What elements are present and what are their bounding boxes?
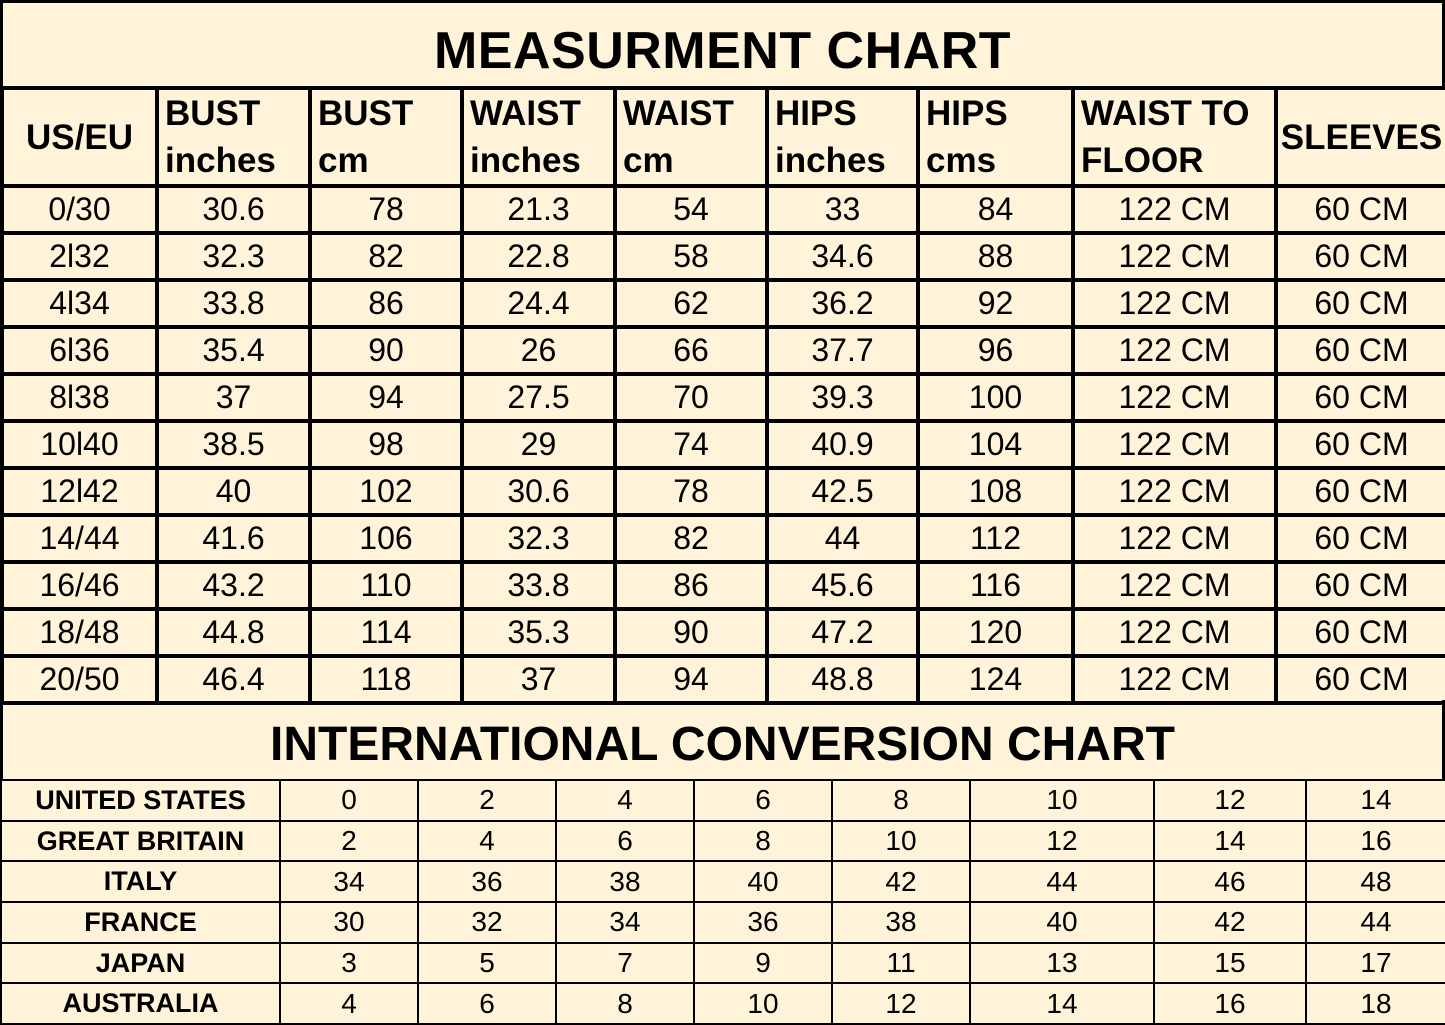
table-cell: 10 (694, 983, 832, 1024)
table-cell: 60 CM (1276, 186, 1445, 233)
table-cell: 27.5 (462, 374, 615, 421)
table-row (1, 902, 1445, 943)
country-label: ITALY (1, 861, 280, 902)
header-line: inches (775, 141, 886, 180)
table-cell: 58 (615, 233, 767, 280)
table-cell: 15 (1154, 943, 1306, 984)
country-label: FRANCE (1, 902, 280, 943)
conversion-title-box (0, 700, 1445, 780)
table-row (2, 233, 1445, 280)
table-cell: 60 CM (1276, 374, 1445, 421)
table-cell: 17 (1306, 943, 1445, 984)
table-cell: 35.4 (157, 327, 310, 374)
table-cell: 122 CM (1073, 233, 1276, 280)
table-cell: 122 CM (1073, 656, 1276, 703)
table-cell: 34 (280, 861, 418, 902)
table-row (2, 186, 1445, 233)
table-cell: 48 (1306, 861, 1445, 902)
table-cell: 70 (615, 374, 767, 421)
table-cell: 30.6 (157, 186, 310, 233)
table-cell: 38 (556, 861, 694, 902)
table-cell: 122 CM (1073, 186, 1276, 233)
table-cell: 24.4 (462, 280, 615, 327)
table-cell: 34.6 (767, 233, 918, 280)
table-cell: 39.3 (767, 374, 918, 421)
table-cell: 9 (694, 943, 832, 984)
size-cell: 16/46 (2, 562, 157, 609)
table-cell: 35.3 (462, 609, 615, 656)
table-cell: 6 (418, 983, 556, 1024)
table-cell: 8 (556, 983, 694, 1024)
header-line: BUST (318, 94, 414, 133)
table-cell: 44 (767, 515, 918, 562)
table-cell: 94 (310, 374, 462, 421)
table-cell: 32.3 (157, 233, 310, 280)
table-cell: 104 (918, 421, 1073, 468)
table-cell: 44 (1306, 902, 1445, 943)
table-cell: 106 (310, 515, 462, 562)
table-cell: 36 (418, 861, 556, 902)
size-cell: 12l42 (2, 468, 157, 515)
country-label: JAPAN (1, 943, 280, 984)
table-cell: 110 (310, 562, 462, 609)
size-cell: 2l32 (2, 233, 157, 280)
table-cell: 112 (918, 515, 1073, 562)
table-cell: 37 (462, 656, 615, 703)
size-cell: 10l40 (2, 421, 157, 468)
conversion-table (0, 779, 1445, 1025)
table-cell: 114 (310, 609, 462, 656)
column-header-hips-inches (767, 88, 918, 186)
table-cell: 90 (615, 609, 767, 656)
table-cell: 46.4 (157, 656, 310, 703)
table-cell: 78 (310, 186, 462, 233)
table-cell: 40.9 (767, 421, 918, 468)
table-cell: 4 (280, 983, 418, 1024)
table-cell: 4 (556, 780, 694, 821)
table-cell: 18 (1306, 983, 1445, 1024)
table-row (2, 327, 1445, 374)
table-row (1, 780, 1445, 821)
table-row (2, 280, 1445, 327)
header-line: WAIST TO (1081, 94, 1250, 133)
column-header-waist-to-floor (1073, 88, 1276, 186)
table-cell: 16 (1306, 821, 1445, 862)
header-line: WAIST (470, 94, 581, 133)
table-cell: 33.8 (462, 562, 615, 609)
table-cell: 41.6 (157, 515, 310, 562)
table-cell: 12 (970, 821, 1154, 862)
table-cell: 84 (918, 186, 1073, 233)
table-cell: 122 CM (1073, 468, 1276, 515)
table-cell: 60 CM (1276, 233, 1445, 280)
header-line: BUST (165, 94, 261, 133)
table-row (2, 656, 1445, 703)
header-line: HIPS (926, 94, 1008, 133)
table-row (2, 562, 1445, 609)
header-line: cm (623, 141, 674, 180)
table-row (1, 861, 1445, 902)
country-label: GREAT BRITAIN (1, 821, 280, 862)
table-cell: 38 (832, 902, 970, 943)
table-cell: 33.8 (157, 280, 310, 327)
table-cell: 40 (970, 902, 1154, 943)
header-line: inches (165, 141, 276, 180)
table-cell: 6 (556, 821, 694, 862)
table-row (2, 609, 1445, 656)
header-line: cm (318, 141, 369, 180)
table-cell: 60 CM (1276, 280, 1445, 327)
header-line: FLOOR (1081, 141, 1204, 180)
table-cell: 60 CM (1276, 468, 1445, 515)
table-row (2, 468, 1445, 515)
table-cell: 116 (918, 562, 1073, 609)
table-cell: 100 (918, 374, 1073, 421)
table-cell: 82 (310, 233, 462, 280)
table-cell: 26 (462, 327, 615, 374)
table-cell: 42.5 (767, 468, 918, 515)
table-cell: 60 CM (1276, 515, 1445, 562)
table-cell: 94 (615, 656, 767, 703)
column-header-us-eu (2, 88, 157, 186)
measurement-table-body (2, 186, 1445, 703)
country-label: AUSTRALIA (1, 983, 280, 1024)
table-cell: 86 (615, 562, 767, 609)
table-cell: 38.5 (157, 421, 310, 468)
table-cell: 5 (418, 943, 556, 984)
table-cell: 47.2 (767, 609, 918, 656)
measurement-header-row (2, 88, 1445, 186)
country-label: UNITED STATES (1, 780, 280, 821)
table-cell: 37 (157, 374, 310, 421)
table-cell: 33 (767, 186, 918, 233)
table-cell: 74 (615, 421, 767, 468)
table-row (2, 515, 1445, 562)
table-cell: 14 (1154, 821, 1306, 862)
table-cell: 12 (1154, 780, 1306, 821)
header-line: HIPS (775, 94, 857, 133)
table-cell: 122 CM (1073, 280, 1276, 327)
table-row (2, 421, 1445, 468)
header-line: WAIST (623, 94, 734, 133)
table-cell: 2 (280, 821, 418, 862)
table-cell: 36 (694, 902, 832, 943)
conversion-chart-title: INTERNATIONAL CONVERSION CHART (270, 717, 1175, 771)
table-cell: 30.6 (462, 468, 615, 515)
size-cell: 14/44 (2, 515, 157, 562)
table-cell: 40 (694, 861, 832, 902)
table-cell: 124 (918, 656, 1073, 703)
size-cell: 20/50 (2, 656, 157, 703)
table-cell: 8 (694, 821, 832, 862)
table-cell: 108 (918, 468, 1073, 515)
table-cell: 7 (556, 943, 694, 984)
table-cell: 16 (1154, 983, 1306, 1024)
table-cell: 43.2 (157, 562, 310, 609)
header-line: US/EU (26, 117, 133, 157)
table-cell: 78 (615, 468, 767, 515)
table-cell: 62 (615, 280, 767, 327)
table-cell: 22.8 (462, 233, 615, 280)
table-cell: 14 (970, 983, 1154, 1024)
table-cell: 14 (1306, 780, 1445, 821)
table-cell: 12 (832, 983, 970, 1024)
table-cell: 122 CM (1073, 562, 1276, 609)
table-cell: 30 (280, 902, 418, 943)
table-cell: 40 (157, 468, 310, 515)
column-header-waist-cm (615, 88, 767, 186)
measurement-title-box (0, 0, 1445, 88)
table-cell: 118 (310, 656, 462, 703)
table-cell: 44.8 (157, 609, 310, 656)
table-cell: 122 CM (1073, 374, 1276, 421)
table-cell: 122 CM (1073, 421, 1276, 468)
table-cell: 36.2 (767, 280, 918, 327)
table-cell: 60 CM (1276, 656, 1445, 703)
table-cell: 45.6 (767, 562, 918, 609)
column-header-bust-inches (157, 88, 310, 186)
table-cell: 92 (918, 280, 1073, 327)
table-cell: 122 CM (1073, 327, 1276, 374)
table-cell: 82 (615, 515, 767, 562)
table-cell: 6 (694, 780, 832, 821)
size-cell: 4l34 (2, 280, 157, 327)
table-cell: 60 CM (1276, 421, 1445, 468)
table-cell: 8 (832, 780, 970, 821)
column-header-waist-inches (462, 88, 615, 186)
measurement-table (0, 86, 1445, 705)
table-cell: 90 (310, 327, 462, 374)
table-cell: 42 (832, 861, 970, 902)
header-line: cms (926, 141, 997, 180)
table-cell: 21.3 (462, 186, 615, 233)
table-cell: 102 (310, 468, 462, 515)
table-row (1, 943, 1445, 984)
header-line: inches (470, 141, 581, 180)
table-cell: 29 (462, 421, 615, 468)
size-cell: 8l38 (2, 374, 157, 421)
table-cell: 37.7 (767, 327, 918, 374)
table-cell: 32 (418, 902, 556, 943)
table-row (1, 983, 1445, 1024)
conversion-table-body (1, 780, 1445, 1024)
header-line: SLEEVES (1280, 117, 1443, 157)
size-cell: 0/30 (2, 186, 157, 233)
table-cell: 122 CM (1073, 515, 1276, 562)
table-row (2, 374, 1445, 421)
size-cell: 18/48 (2, 609, 157, 656)
table-cell: 44 (970, 861, 1154, 902)
measurement-chart-title: MEASURMENT CHART (433, 21, 1012, 80)
size-cell: 6l36 (2, 327, 157, 374)
table-cell: 42 (1154, 902, 1306, 943)
column-header-sleeves (1276, 88, 1445, 186)
table-cell: 66 (615, 327, 767, 374)
table-cell: 10 (970, 780, 1154, 821)
table-cell: 86 (310, 280, 462, 327)
table-cell: 60 CM (1276, 327, 1445, 374)
table-cell: 3 (280, 943, 418, 984)
table-cell: 48.8 (767, 656, 918, 703)
table-cell: 120 (918, 609, 1073, 656)
table-cell: 54 (615, 186, 767, 233)
table-cell: 2 (418, 780, 556, 821)
table-cell: 11 (832, 943, 970, 984)
column-header-bust-cm (310, 88, 462, 186)
table-cell: 122 CM (1073, 609, 1276, 656)
column-header-hips-cms (918, 88, 1073, 186)
table-cell: 60 CM (1276, 609, 1445, 656)
table-cell: 10 (832, 821, 970, 862)
table-cell: 13 (970, 943, 1154, 984)
table-cell: 4 (418, 821, 556, 862)
table-cell: 88 (918, 233, 1073, 280)
table-row (1, 821, 1445, 862)
table-cell: 98 (310, 421, 462, 468)
table-cell: 96 (918, 327, 1073, 374)
table-cell: 60 CM (1276, 562, 1445, 609)
table-cell: 32.3 (462, 515, 615, 562)
table-cell: 46 (1154, 861, 1306, 902)
table-cell: 34 (556, 902, 694, 943)
table-cell: 0 (280, 780, 418, 821)
